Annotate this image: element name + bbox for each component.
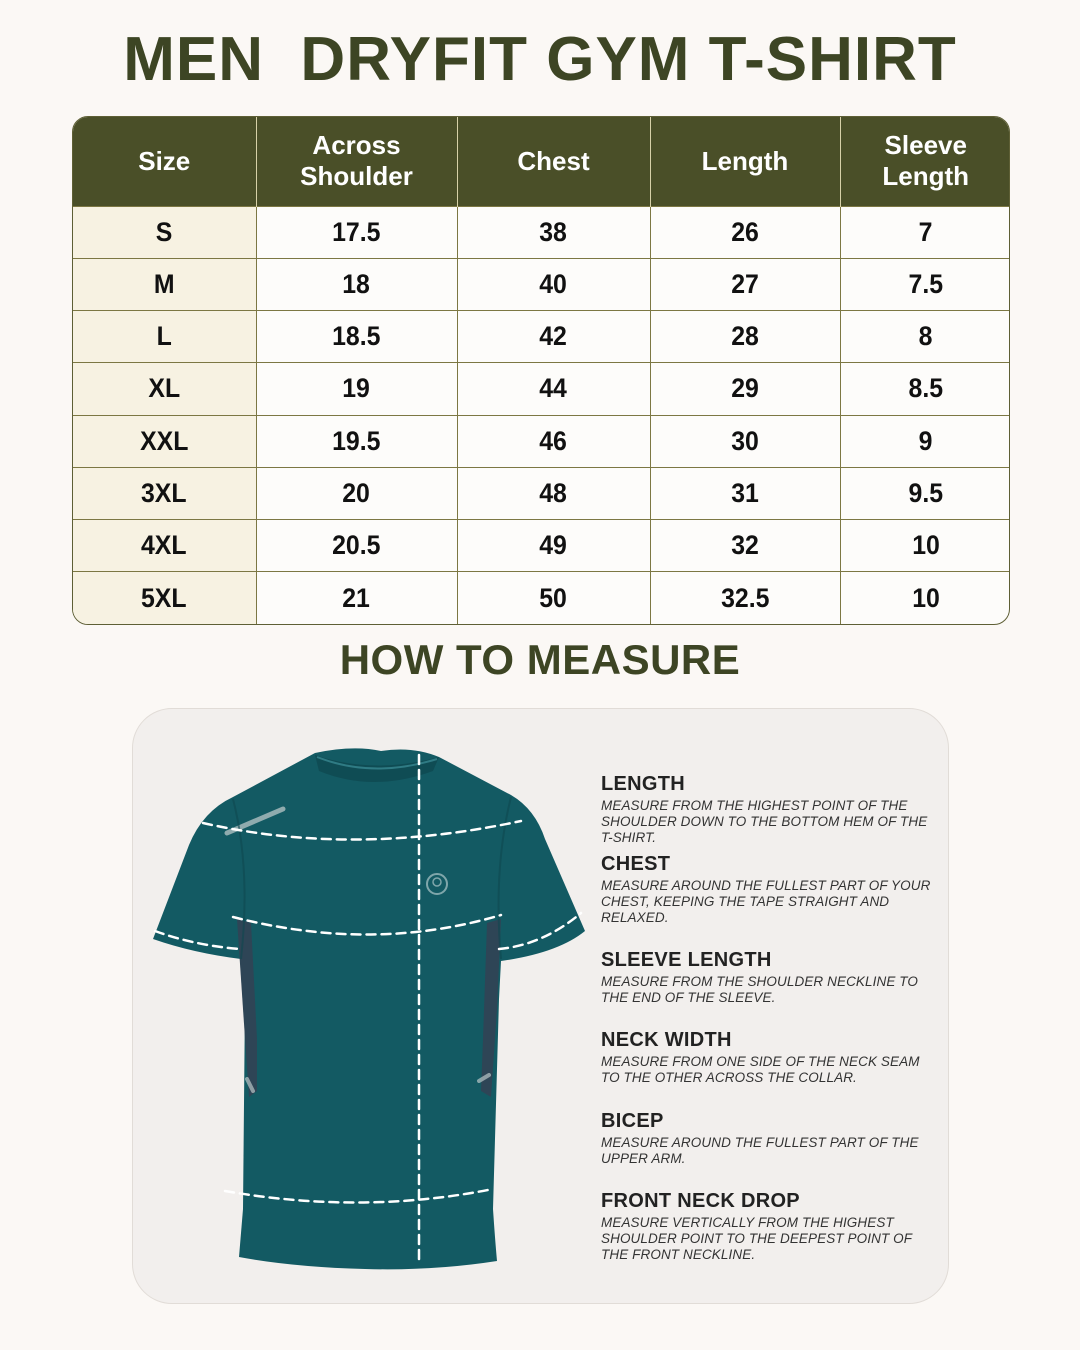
- guide-description: MEASURE AROUND THE FULLEST PART OF THE UPPER ARM.: [601, 1135, 919, 1166]
- cell-across-shoulder: [256, 206, 457, 258]
- cell-sleeve-length: [840, 467, 1010, 519]
- cell-across-shoulder: [256, 363, 457, 415]
- table-row: [73, 467, 1010, 519]
- table-row: [73, 572, 1010, 624]
- cell-value: 3XL: [141, 477, 188, 508]
- cell-across-shoulder: [256, 258, 457, 310]
- cell-size: [73, 363, 256, 415]
- table-row: [73, 363, 1010, 415]
- measure-guide-list: [601, 709, 941, 1304]
- cell-value: 32.5: [720, 582, 770, 613]
- header-size: Size: [73, 117, 256, 206]
- header-across-shoulder: Across Shoulder: [256, 117, 457, 206]
- guide-item-neck-width: [601, 1029, 941, 1086]
- cell-length: [650, 415, 840, 467]
- cell-sleeve-length: [840, 415, 1010, 467]
- cell-size: [73, 520, 256, 572]
- cell-value: 38: [539, 216, 568, 247]
- cell-length: [650, 258, 840, 310]
- guide-item-front-neck-drop: [601, 1190, 941, 1263]
- size-chart-header-row: [73, 117, 1010, 206]
- cell-length: [650, 467, 840, 519]
- cell-value: 8.5: [908, 373, 944, 404]
- guide-item-bicep: [601, 1110, 941, 1167]
- cell-value: 17.5: [332, 216, 381, 247]
- cell-value: S: [155, 216, 173, 247]
- cell-value: 31: [731, 477, 759, 508]
- cell-size: [73, 467, 256, 519]
- cell-value: 20: [342, 477, 371, 508]
- cell-value: 32: [731, 530, 759, 561]
- guide-title: SLEEVE LENGTH: [601, 949, 772, 971]
- cell-size: [73, 415, 256, 467]
- cell-value: 50: [539, 582, 568, 613]
- cell-value: 26: [731, 216, 759, 247]
- cell-sleeve-length: [840, 363, 1010, 415]
- guide-title: LENGTH: [601, 773, 686, 795]
- cell-value: 27: [731, 268, 759, 299]
- cell-value: 19.5: [332, 425, 381, 456]
- guide-title: NECK WIDTH: [601, 1029, 732, 1051]
- guide-item-sleeve-length: [601, 949, 941, 1006]
- guide-item-chest: [601, 853, 941, 926]
- cell-value: XL: [148, 373, 181, 404]
- cell-value: 4XL: [141, 530, 188, 561]
- cell-value: M: [153, 268, 175, 299]
- tshirt-illustration: [133, 709, 613, 1304]
- cell-chest: [457, 467, 650, 519]
- cell-value: 29: [731, 373, 759, 404]
- table-row: [73, 206, 1010, 258]
- cell-value: 42: [539, 321, 568, 352]
- cell-value: 9.5: [908, 477, 944, 508]
- size-chart: [72, 116, 1010, 625]
- cell-length: [650, 311, 840, 363]
- guide-description: MEASURE FROM THE SHOULDER NECKLINE TO THE END OF THE SLEEVE.: [601, 974, 918, 1005]
- cell-value: 28: [731, 321, 759, 352]
- header-length: Length: [650, 117, 840, 206]
- guide-title: FRONT NECK DROP: [601, 1190, 800, 1212]
- cell-value: 48: [539, 477, 568, 508]
- cell-value: 40: [539, 268, 568, 299]
- how-to-measure-heading: HOW TO MEASURE: [339, 636, 741, 683]
- cell-value: 8: [918, 321, 933, 352]
- cell-chest: [457, 363, 650, 415]
- cell-size: [73, 258, 256, 310]
- cell-value: 44: [539, 373, 568, 404]
- cell-value: 7.5: [908, 268, 944, 299]
- cell-chest: [457, 311, 650, 363]
- guide-description: MEASURE FROM THE HIGHEST POINT OF THE SHOULDER DOWN TO THE BOTTOM HEM OF THE T-SHIRT.: [601, 798, 928, 845]
- guide-item-length: [601, 773, 941, 846]
- guide-description: MEASURE AROUND THE FULLEST PART OF YOUR CHEST, KEEPING THE TAPE STRAIGHT AND RELAXED.: [601, 878, 931, 925]
- cell-size: [73, 572, 256, 624]
- cell-chest: [457, 520, 650, 572]
- table-row: [73, 311, 1010, 363]
- cell-value: 18.5: [332, 321, 381, 352]
- cell-value: 19: [342, 373, 371, 404]
- table-row: [73, 415, 1010, 467]
- cell-size: [73, 311, 256, 363]
- cell-across-shoulder: [256, 467, 457, 519]
- cell-value: 30: [731, 425, 759, 456]
- cell-sleeve-length: [840, 311, 1010, 363]
- cell-value: 20.5: [332, 530, 381, 561]
- header-chest: Chest: [457, 117, 650, 206]
- guide-description: MEASURE FROM ONE SIDE OF THE NECK SEAM TO THE OTHER ACROSS THE COLLAR.: [601, 1054, 920, 1085]
- cell-across-shoulder: [256, 311, 457, 363]
- cell-value: 21: [342, 582, 371, 613]
- cell-value: 49: [539, 530, 568, 561]
- cell-sleeve-length: [840, 572, 1010, 624]
- table-row: [73, 258, 1010, 310]
- cell-length: [650, 572, 840, 624]
- cell-value: XXL: [140, 425, 189, 456]
- cell-across-shoulder: [256, 572, 457, 624]
- cell-chest: [457, 572, 650, 624]
- table-row: [73, 520, 1010, 572]
- cell-value: 9: [918, 425, 933, 456]
- cell-value: L: [156, 321, 172, 352]
- cell-size: [73, 206, 256, 258]
- cell-sleeve-length: [840, 206, 1010, 258]
- guide-title: BICEP: [601, 1110, 664, 1132]
- cell-chest: [457, 206, 650, 258]
- cell-across-shoulder: [256, 415, 457, 467]
- cell-sleeve-length: [840, 520, 1010, 572]
- cell-chest: [457, 415, 650, 467]
- guide-description: MEASURE VERTICALLY FROM THE HIGHEST SHOULDER POINT TO THE DEEPEST POINT OF THE FRONT NECKLINE.: [601, 1215, 912, 1262]
- cell-value: 10: [911, 530, 940, 561]
- cell-across-shoulder: [256, 520, 457, 572]
- size-chart-table: [73, 117, 1010, 624]
- header-sleeve-length: Sleeve Length: [840, 117, 1010, 206]
- cell-value: 18: [342, 268, 371, 299]
- measure-guide-card: [132, 708, 949, 1304]
- cell-value: 46: [539, 425, 568, 456]
- cell-length: [650, 520, 840, 572]
- cell-value: 7: [918, 216, 933, 247]
- cell-value: 5XL: [141, 582, 188, 613]
- cell-length: [650, 363, 840, 415]
- cell-length: [650, 206, 840, 258]
- cell-chest: [457, 258, 650, 310]
- cell-value: 10: [911, 582, 940, 613]
- page-title: MEN DRYFIT GYM T-SHIRT: [123, 25, 957, 94]
- guide-title: CHEST: [601, 853, 671, 875]
- cell-sleeve-length: [840, 258, 1010, 310]
